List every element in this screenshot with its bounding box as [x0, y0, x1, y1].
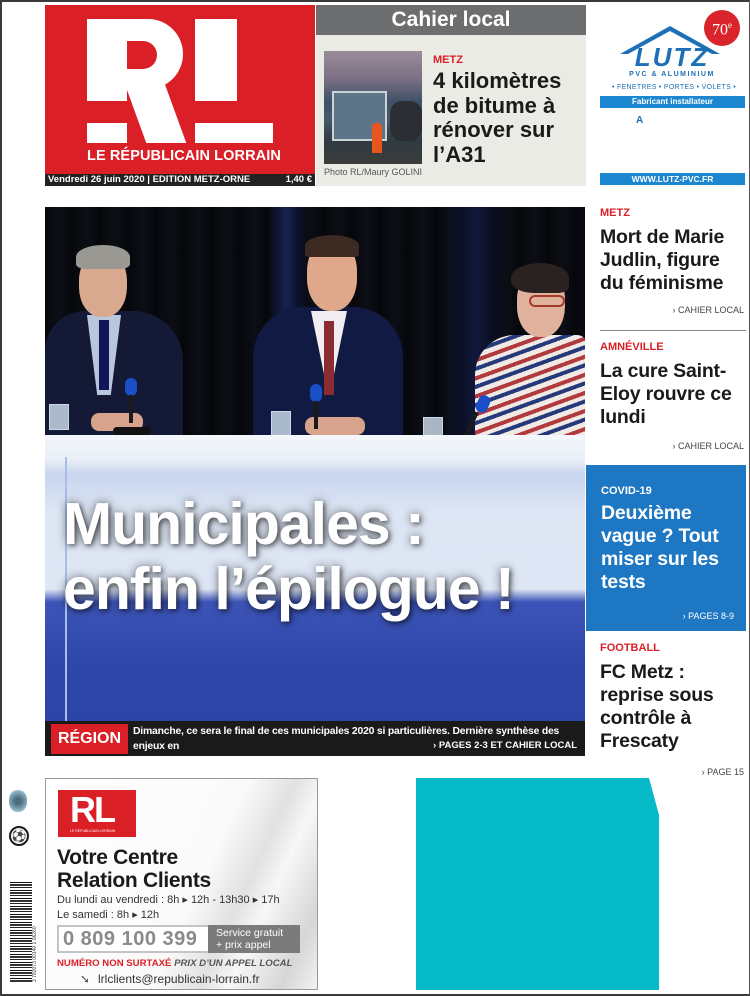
- kicker: FOOTBALL: [600, 642, 660, 654]
- email-link[interactable]: ➘ lrlclients@republicain-lorrain.fr: [80, 972, 260, 986]
- tariff-note: NUMÉRO NON SURTAXÉ PRIX D’UN APPEL LOCAL: [57, 958, 293, 969]
- lutz-brand: LUTZ: [634, 42, 710, 72]
- roadworks-photo: [324, 51, 422, 164]
- kicker: METZ: [433, 54, 463, 66]
- sport-icon: ⚽: [9, 826, 29, 846]
- paper-name: LE RÉPUBLICAIN LORRAIN: [87, 148, 281, 164]
- anniversary-badge: 70e: [704, 10, 740, 46]
- edition-bar: [45, 174, 315, 186]
- teal-ad-block[interactable]: [416, 778, 659, 990]
- lutz-letter: A: [636, 115, 644, 126]
- price: 1,40 €: [285, 174, 312, 185]
- main-story-caption: [45, 721, 585, 767]
- main-story-photo[interactable]: [45, 207, 585, 756]
- story-title[interactable]: Mort de Marie Judlin, figure du féminisme: [600, 226, 725, 294]
- kicker: METZ: [600, 207, 630, 219]
- phone-box[interactable]: [57, 925, 300, 953]
- opening-hours: Du lundi au vendredi : 8h ▸ 12h - 13h30 ▸ 17h Le samedi : 8h ▸ 12h: [57, 894, 280, 921]
- date-edition: Vendredi 26 juin 2020 | EDITION METZ-ORNE: [48, 174, 251, 185]
- cahier-local-teaser[interactable]: [316, 5, 586, 186]
- relation-clients-ad[interactable]: [45, 778, 318, 990]
- lutz-subtitle: PVC & ALUMINIUM: [629, 71, 715, 78]
- lutz-website-link[interactable]: WWW.LUTZ-PVC.FR: [600, 173, 745, 185]
- side-story-amneville[interactable]: [600, 341, 748, 451]
- page-reference-link[interactable]: › CAHIER LOCAL: [672, 441, 744, 451]
- kicker: AMNÉVILLE: [600, 341, 664, 353]
- side-story-metz[interactable]: [600, 207, 748, 315]
- lutz-fabricant-bar: Fabricant installateur: [600, 96, 745, 108]
- teaser-title[interactable]: 4 kilomètres de bitume à rénover sur l’A31: [433, 68, 562, 167]
- service-badge: Service gratuit + prix appel: [208, 925, 300, 953]
- barcode: [10, 882, 32, 982]
- rl-logo: [87, 19, 273, 143]
- page-reference-link[interactable]: › PAGE 15: [701, 767, 744, 777]
- lutz-ad[interactable]: [598, 8, 746, 188]
- divider: [600, 330, 746, 331]
- crest-icon: [9, 790, 27, 812]
- photo-credit: Photo RL/Maury GOLINI: [324, 167, 423, 177]
- ad-title: Votre Centre Relation Clients: [57, 846, 211, 892]
- photo-credit: Photo RL/Karim SIARI: [382, 760, 439, 766]
- arrow-icon: ➘: [80, 972, 91, 986]
- caption-text: Dimanche, ce sera le final de ces municipales 2020 si particulières. Dernière synthèse des enjeux en Lorraine et retour sur le débat des candidats à Metz. Photo RL/Karim SIARI: [133, 726, 560, 767]
- kicker: COVID-19: [601, 485, 652, 497]
- story-title[interactable]: FC Metz : reprise sous contrôle à Frescaty: [600, 661, 714, 752]
- cahier-local-header: Cahier local: [316, 5, 586, 35]
- page-reference-link[interactable]: › PAGES 8-9: [682, 611, 734, 621]
- microphone-icon: [125, 378, 137, 396]
- microphone-icon: [310, 384, 322, 402]
- main-headline[interactable]: Municipales : enfin l’épilogue !: [63, 491, 514, 622]
- side-story-football[interactable]: [600, 642, 748, 777]
- page-reference-link[interactable]: › CAHIER LOCAL: [672, 305, 744, 315]
- lutz-tagline: • FENETRES • PORTES • VOLETS •: [611, 84, 737, 91]
- side-story-covid[interactable]: [586, 465, 746, 631]
- phone-number[interactable]: 0 809 100 399: [63, 928, 198, 950]
- story-title[interactable]: La cure Saint-Eloy rouvre ce lundi: [600, 360, 732, 428]
- story-title[interactable]: Deuxième vague ? Tout miser sur les tests: [601, 502, 719, 593]
- page-reference-link[interactable]: › PAGES 2-3 ET CAHIER LOCAL: [433, 740, 577, 751]
- rl-logo-small: RL LE RÉPUBLICAIN LORRAIN: [58, 790, 136, 837]
- barcode-number: 3 782073 00140 1 06260: [32, 926, 38, 982]
- masthead: [45, 5, 315, 186]
- section-tag: RÉGION: [51, 724, 128, 754]
